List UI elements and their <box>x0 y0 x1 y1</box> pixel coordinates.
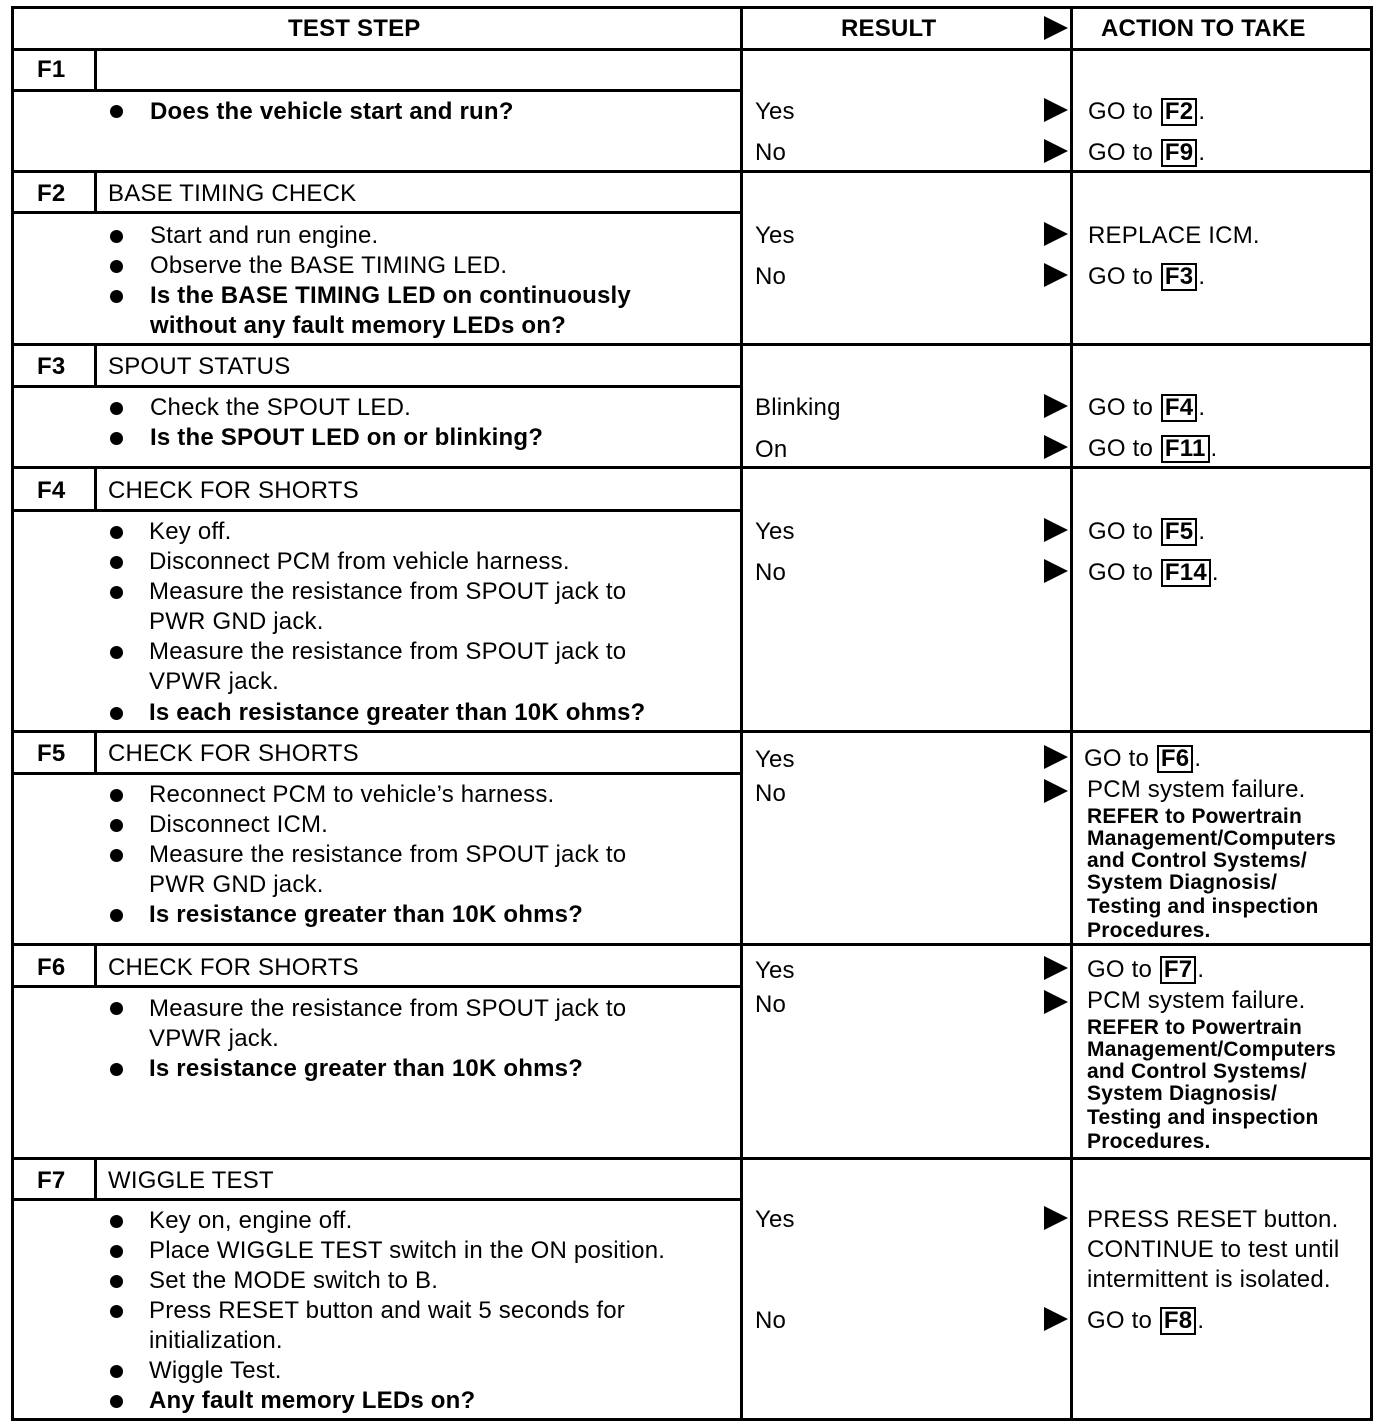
result-on: On <box>755 436 788 463</box>
step-id-divider <box>94 466 97 512</box>
arrow-icon <box>1044 139 1068 163</box>
action-pcm-failure: PCM system failure. <box>1087 987 1306 1014</box>
step-line: VPWR jack. <box>149 1025 280 1052</box>
step-id-f6: F6 <box>37 954 66 981</box>
result-no: No <box>755 991 787 1018</box>
bullet-icon <box>110 105 123 118</box>
bullet-icon <box>110 1395 123 1408</box>
bullet-icon <box>110 1305 123 1318</box>
column-divider-result <box>740 6 743 1421</box>
action-pcm-failure: Procedures. <box>1087 1130 1211 1153</box>
step-title: CHECK FOR SHORTS <box>108 740 359 767</box>
action-goto: GO to F9 . <box>1088 139 1206 166</box>
step-title: WIGGLE TEST <box>108 1167 274 1194</box>
step-line: Is resistance greater than 10K ohms? <box>149 901 584 928</box>
step-id-underline <box>11 89 97 92</box>
action-pcm-failure: Management/Computers <box>1087 827 1337 850</box>
step-title-underline <box>11 385 740 388</box>
action-press-reset: intermittent is isolated. <box>1087 1266 1331 1293</box>
bullet-icon <box>110 586 123 599</box>
step-line: Is resistance greater than 10K ohms? <box>149 1055 584 1082</box>
result-yes: Yes <box>755 222 795 249</box>
action-press-reset: PRESS RESET button. <box>1087 1206 1339 1233</box>
bullet-icon <box>110 707 123 720</box>
table-border-right <box>1370 6 1373 1421</box>
step-title-underline <box>11 211 740 214</box>
arrow-icon <box>1044 559 1068 583</box>
step-title-underline <box>11 1198 740 1201</box>
step-line: Key on, engine off. <box>149 1207 353 1234</box>
step-line: initialization. <box>149 1327 283 1354</box>
step-title-underline <box>11 772 740 775</box>
bullet-icon <box>110 1063 123 1076</box>
step-id-f7: F7 <box>37 1167 66 1194</box>
arrow-icon <box>1044 1206 1068 1230</box>
bullet-icon <box>110 290 123 303</box>
action-pcm-failure: REFER to Powertrain <box>1087 805 1302 828</box>
action-goto: GO to F2 . <box>1088 98 1206 125</box>
column-divider-action <box>1070 6 1073 1421</box>
step-divider <box>11 730 1373 733</box>
result-no: No <box>755 139 787 166</box>
action-replace-icm: REPLACE ICM. <box>1088 222 1260 249</box>
arrow-icon <box>1044 16 1068 40</box>
step-id-divider <box>94 730 97 775</box>
action-press-reset: CONTINUE to test until <box>1087 1236 1340 1263</box>
result-yes: Yes <box>755 518 795 545</box>
step-line: Set the MODE switch to B. <box>149 1267 439 1294</box>
step-line: Does the vehicle start and run? <box>150 98 514 125</box>
action-goto: GO to F7 . <box>1087 956 1205 983</box>
step-title-underline <box>11 985 740 988</box>
header-action: ACTION TO TAKE <box>1101 15 1306 42</box>
step-title: CHECK FOR SHORTS <box>108 954 359 981</box>
arrow-icon <box>1044 779 1068 803</box>
step-title-underline <box>11 509 740 512</box>
step-divider <box>11 170 1373 173</box>
step-line: Any fault memory LEDs on? <box>149 1387 476 1414</box>
arrow-icon <box>1044 745 1068 769</box>
result-no: No <box>755 263 787 290</box>
action-pcm-failure: Testing and inspection <box>1087 895 1319 918</box>
step-divider <box>11 1157 1373 1160</box>
step-id-divider <box>94 48 97 92</box>
step-ref-f4[interactable]: F4 <box>1161 394 1197 422</box>
step-line: Reconnect PCM to vehicle’s harness. <box>149 781 555 808</box>
step-line: Check the SPOUT LED. <box>150 394 411 421</box>
step-line: Is each resistance greater than 10K ohms? <box>149 699 646 726</box>
step-id-f4: F4 <box>37 477 66 504</box>
step-id-divider <box>94 170 97 214</box>
arrow-icon <box>1044 98 1068 122</box>
action-pcm-failure: PCM system failure. <box>1087 776 1306 803</box>
bullet-icon <box>110 1215 123 1228</box>
action-goto: GO to F3 . <box>1088 263 1206 290</box>
step-line: Is the SPOUT LED on or blinking? <box>150 424 544 451</box>
step-line: Measure the resistance from SPOUT jack to <box>149 638 627 665</box>
step-ref-f8[interactable]: F8 <box>1160 1307 1196 1335</box>
step-line: Key off. <box>149 518 232 545</box>
result-no: No <box>755 1307 787 1334</box>
step-line: Start and run engine. <box>150 222 379 249</box>
action-goto: GO to F11 . <box>1088 435 1218 462</box>
step-line: Disconnect PCM from vehicle harness. <box>149 548 570 575</box>
step-id-f3: F3 <box>37 353 66 380</box>
header-result: RESULT <box>841 15 937 42</box>
arrow-icon <box>1044 956 1068 980</box>
bullet-icon <box>110 789 123 802</box>
action-goto: GO to F14 . <box>1088 559 1219 586</box>
step-id-divider <box>94 943 97 988</box>
step-id-divider <box>94 1157 97 1201</box>
arrow-icon <box>1044 990 1068 1014</box>
step-ref-f11[interactable]: F11 <box>1161 435 1210 463</box>
step-line: VPWR jack. <box>149 668 280 695</box>
result-no: No <box>755 780 787 807</box>
result-yes: Yes <box>755 746 795 773</box>
arrow-icon <box>1044 435 1068 459</box>
bullet-icon <box>110 1275 123 1288</box>
bullet-icon <box>110 1365 123 1378</box>
bullet-icon <box>110 402 123 415</box>
step-id-f1: F1 <box>37 56 66 83</box>
action-goto: GO to F8 . <box>1087 1307 1205 1334</box>
step-line: PWR GND jack. <box>149 871 324 898</box>
arrow-icon <box>1044 263 1068 287</box>
bullet-icon <box>110 819 123 832</box>
step-line: Disconnect ICM. <box>149 811 329 838</box>
step-line: Measure the resistance from SPOUT jack to <box>149 841 627 868</box>
action-pcm-failure: and Control Systems/ <box>1087 1060 1307 1083</box>
action-goto: GO to F4 . <box>1088 394 1206 421</box>
arrow-icon <box>1044 222 1068 246</box>
bullet-icon <box>110 260 123 273</box>
step-ref-f6[interactable]: F6 <box>1157 745 1193 773</box>
action-goto: GO to F5 . <box>1088 518 1206 545</box>
bullet-icon <box>110 1002 123 1015</box>
bullet-icon <box>110 646 123 659</box>
result-no: No <box>755 559 787 586</box>
action-goto: GO to F6 . <box>1084 745 1202 772</box>
action-pcm-failure: Management/Computers <box>1087 1038 1337 1061</box>
table-border-bottom <box>11 1418 1373 1421</box>
step-ref-f2[interactable]: F2 <box>1161 98 1197 126</box>
arrow-icon <box>1044 1307 1068 1331</box>
table-border-left <box>11 6 14 1421</box>
step-divider <box>11 943 1373 946</box>
action-pcm-failure: System Diagnosis/ <box>1087 1082 1278 1105</box>
step-line: Measure the resistance from SPOUT jack to <box>149 578 627 605</box>
action-pcm-failure: REFER to Powertrain <box>1087 1016 1302 1039</box>
step-id-f5: F5 <box>37 740 66 767</box>
bullet-icon <box>110 556 123 569</box>
header-divider <box>11 48 1373 51</box>
step-line: Observe the BASE TIMING LED. <box>150 252 508 279</box>
step-ref-f5[interactable]: F5 <box>1161 518 1197 546</box>
step-ref-f3[interactable]: F3 <box>1161 263 1197 291</box>
bullet-icon <box>110 432 123 445</box>
arrow-icon <box>1044 518 1068 542</box>
action-pcm-failure: Procedures. <box>1087 919 1211 942</box>
result-yes: Yes <box>755 957 795 984</box>
step-title: BASE TIMING CHECK <box>108 180 357 207</box>
step-line: Measure the resistance from SPOUT jack to <box>149 995 627 1022</box>
action-pcm-failure: and Control Systems/ <box>1087 849 1307 872</box>
bullet-icon <box>110 1245 123 1258</box>
step-id-divider <box>94 343 97 388</box>
step-line: without any fault memory LEDs on? <box>150 312 566 339</box>
header-test-step: TEST STEP <box>288 15 421 42</box>
step-ref-f9[interactable]: F9 <box>1161 139 1197 167</box>
step-title: SPOUT STATUS <box>108 353 291 380</box>
step-line: PWR GND jack. <box>149 608 324 635</box>
arrow-icon <box>1044 394 1068 418</box>
step-title: CHECK FOR SHORTS <box>108 477 359 504</box>
step-line: Press RESET button and wait 5 seconds for <box>149 1297 626 1324</box>
bullet-icon <box>110 230 123 243</box>
table-border-top <box>11 6 1373 9</box>
bullet-icon <box>110 526 123 539</box>
bullet-icon <box>110 849 123 862</box>
step-ref-f7[interactable]: F7 <box>1160 956 1196 984</box>
step-line: Place WIGGLE TEST switch in the ON position. <box>149 1237 666 1264</box>
step-divider <box>11 343 1373 346</box>
action-pcm-failure: Testing and inspection <box>1087 1106 1319 1129</box>
step-id-f2: F2 <box>37 180 66 207</box>
step-line: Is the BASE TIMING LED on continuously <box>150 282 631 309</box>
result-blinking: Blinking <box>755 394 841 421</box>
step-title-underline <box>94 89 740 92</box>
action-pcm-failure: System Diagnosis/ <box>1087 871 1278 894</box>
bullet-icon <box>110 909 123 922</box>
step-line: Wiggle Test. <box>149 1357 282 1384</box>
step-divider <box>11 466 1373 469</box>
result-yes: Yes <box>755 1206 795 1233</box>
step-ref-f14[interactable]: F14 <box>1161 559 1211 587</box>
result-yes: Yes <box>755 98 795 125</box>
